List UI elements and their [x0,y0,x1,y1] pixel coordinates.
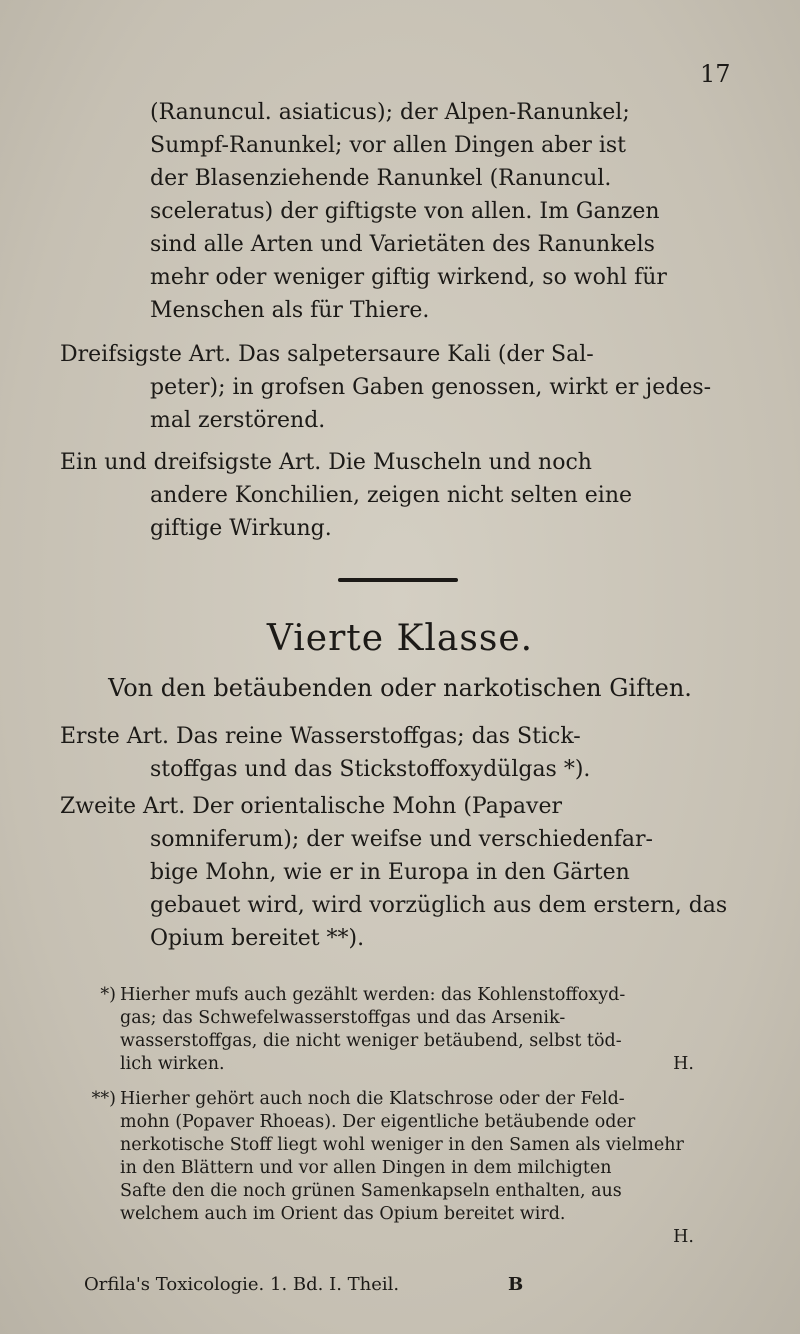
text-line: peter); in grofsen Gaben genossen, wirkt er jedes- [150,375,712,400]
text-line: mehr oder weniger giftig wirkend, so wohl für [150,265,667,290]
text-line: somniferum); der weifse und verschiedenfar- [150,827,653,852]
entry-art-30 [60,338,740,437]
text-line: mohn (Popaver Rhoeas). Der eigentliche betäubende oder [120,1112,636,1132]
text-line: der Blasenziehende Ranunkel (Ranuncul. [150,166,612,191]
footnote-1 [70,984,740,1076]
text-line: sind alle Arten und Varietäten des Ranunkels [150,232,655,257]
text-line: gebauet wird, wird vorzüglich aus dem erstern, das [150,893,728,918]
text-line: Zweite Art. Der orientalische Mohn (Papaver [60,794,563,819]
text-line: giftige Wirkung. [150,516,332,541]
entry-erste-art [60,720,740,786]
text-line: lich wirken. [120,1054,225,1074]
text-line: wasserstoffgas, die nicht weniger betäubend, selbst töd- [120,1031,622,1051]
text-line: Sumpf-Ranunkel; vor allen Dingen aber ist [150,133,627,158]
text-line: Menschen als für Thiere. [150,298,430,323]
text-line: Ein und dreifsigste Art. Die Muscheln und noch [60,450,592,475]
text-line: gas; das Schwefelwasserstoffgas und das Arsenik- [120,1008,566,1028]
text-line: sceleratus) der giftigste von allen. Im Ganzen [150,199,660,224]
text-line: Dreifsigste Art. Das salpetersaure Kali (der Sal- [60,342,594,367]
text-line: (Ranuncul. asiaticus); der Alpen-Ranunkel; [150,100,630,125]
entry-zweite-art [60,790,740,955]
ranunkel-entry-continuation [60,96,740,327]
text-line: Hierher gehört auch noch die Klatschrose oder der Feld- [120,1089,625,1109]
section-subtitle: Von den betäubenden oder narkotischen Giften. [108,674,692,702]
section-title: Vierte Klasse. [266,618,534,659]
text-line: andere Konchilien, zeigen nicht selten eine [150,483,633,508]
entry-art-31 [60,446,740,545]
text-line: nerkotische Stoff liegt wohl weniger in den Samen als vielmehr [120,1135,684,1155]
text-line: Erste Art. Das reine Wasserstoffgas; das Stick- [60,724,581,749]
footnote-mark: *) [100,985,116,1005]
text-line: Opium bereitet **). [150,926,365,951]
page-number: 17 [700,60,731,88]
footnote-mark: **) [91,1089,116,1109]
page-footer [84,1274,544,1295]
footnote-signature: H. [673,1054,694,1074]
text-line: Safte den die noch grünen Samenkapseln enthalten, aus [120,1181,622,1201]
text-line: stoffgas und das Stickstoffoxydülgas *). [150,757,591,782]
text-line: welchem auch im Orient das Opium bereitet wird. [120,1204,566,1224]
section-divider [338,578,458,582]
text-line: mal zerstörend. [150,408,326,433]
text-line: bige Mohn, wie er in Europa in den Gärten [150,860,630,885]
footnote-signature: H. [673,1227,694,1247]
footnote-2 [70,1088,740,1249]
text-line: in den Blättern und vor allen Dingen in dem milchigten [120,1158,612,1178]
footer-title: Orfila's Toxicologie. 1. Bd. I. Theil. [84,1274,400,1295]
text-line: Hierher mufs auch gezählt werden: das Kohlenstoffoxyd- [120,985,626,1005]
signature-mark: B [508,1274,524,1295]
